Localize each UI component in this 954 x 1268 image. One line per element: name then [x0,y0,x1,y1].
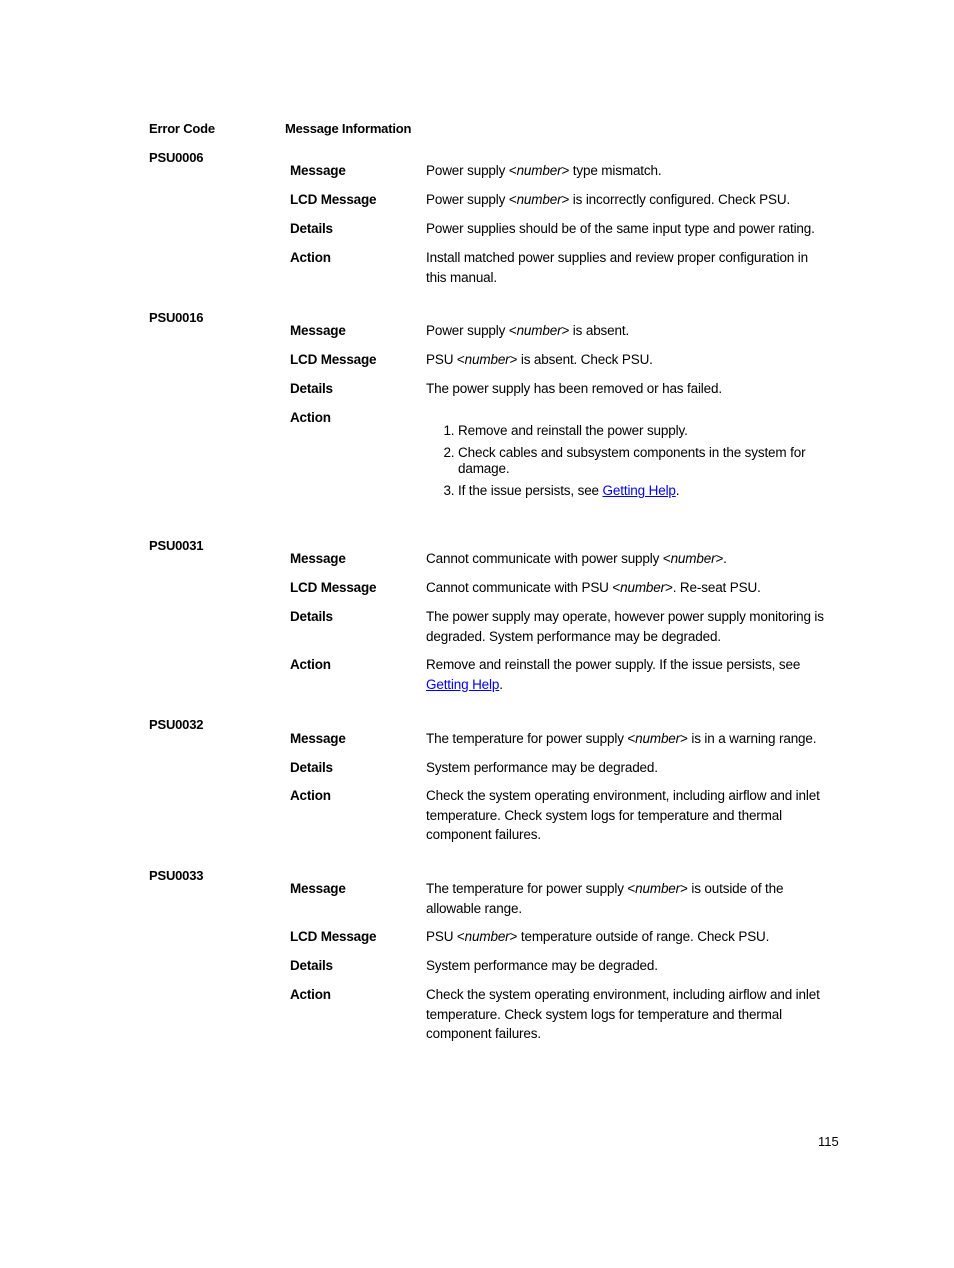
row-value: System performance may be degraded. [426,760,658,775]
row-label: Message [290,881,346,896]
row-value: Cannot communicate with PSU <number>. Re-seat PSU. [426,580,761,595]
column-header-message-information: Message Information [285,121,412,136]
row-value: PSU <number> temperature outside of range. Check PSU. [426,929,770,944]
row-label: Message [290,163,346,178]
error-code-psu0016: PSU0016 [149,310,204,325]
row-value: System performance may be degraded. [426,958,658,973]
row-label: Details [290,381,333,396]
row-value: Power supply <number> is absent. [426,323,630,338]
row-value: Check the system operating environment, including airflow and inlet temperature. Check system logs for temperature and thermal component failures. [426,987,820,1041]
row-label: Action [290,788,331,803]
row-label: Message [290,323,346,338]
action-step: 3. If the issue persists, see Getting Help. [458,483,858,499]
row-label: LCD Message [290,580,377,595]
getting-help-link[interactable]: Getting Help [602,483,676,498]
row-label: Action [290,657,331,672]
row-label: Details [290,609,333,624]
row-value: Power supply <number> type mismatch. [426,163,662,178]
row-value: Cannot communicate with power supply <number>. [426,551,727,566]
row-value: Power supplies should be of the same input type and power rating. [426,221,815,236]
row-value: Check the system operating environment, including airflow and inlet temperature. Check system logs for temperature and thermal component failures. [426,788,820,842]
row-label: LCD Message [290,929,377,944]
row-label: Details [290,958,333,973]
error-code-psu0006: PSU0006 [149,150,204,165]
row-value: Power supply <number> is incorrectly configured. Check PSU. [426,192,791,207]
getting-help-link[interactable]: Getting Help [426,676,500,692]
row-label: Details [290,760,333,775]
row-label: Message [290,551,346,566]
action-step: 1. Remove and reinstall the power supply. [458,423,858,439]
row-label: LCD Message [290,192,377,207]
action-step-list [426,423,858,505]
error-code-psu0033: PSU0033 [149,868,204,883]
row-value: PSU <number> is absent. Check PSU. [426,352,653,367]
row-value: The temperature for power supply <number> is in a warning range. [426,731,817,746]
row-label: Action [290,410,331,425]
page-number: 115 [818,1134,839,1149]
error-code-psu0032: PSU0032 [149,717,204,732]
row-value: The power supply may operate, however power supply monitoring is degraded. System performance may be degraded. [426,609,824,644]
error-code-psu0031: PSU0031 [149,538,204,553]
row-label: Action [290,250,331,265]
row-label: Action [290,987,331,1002]
row-value: Remove and reinstall the power supply. If the issue persists, see Getting Help. [426,657,801,692]
row-value: The temperature for power supply <number> is outside of the allowable range. [426,881,784,916]
row-label: Details [290,221,333,236]
row-value: The power supply has been removed or has failed. [426,381,722,396]
action-step: 2. Check cables and subsystem components in the system for damage. [458,445,858,477]
row-label: LCD Message [290,352,377,367]
column-header-error-code: Error Code [149,121,215,136]
row-label: Message [290,731,346,746]
row-value: Install matched power supplies and review proper configuration in this manual. [426,250,808,285]
